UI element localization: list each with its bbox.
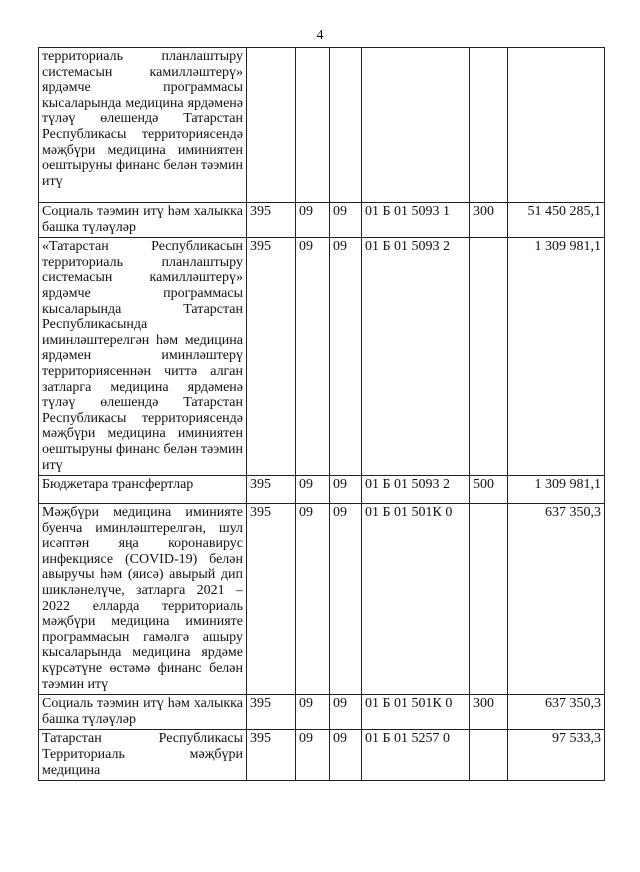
table-row: [39, 238, 605, 476]
row-expense-type-cell: [470, 238, 508, 476]
row-code-cell: 395: [247, 203, 296, 238]
row-expense-type-cell: [470, 730, 508, 781]
row-name-cell: Социаль тәэмин итү һәм халыкка башка түләүләр: [39, 695, 247, 730]
row-expense-type-cell: 300: [470, 203, 508, 238]
table-row: [39, 730, 605, 781]
row-amount-cell: 97 533,3: [508, 730, 605, 781]
table-row: [39, 203, 605, 238]
row-subsection-cell: 09: [330, 203, 362, 238]
row-target-article-cell: 01 Б 01 501К 0: [362, 504, 470, 695]
row-expense-type-cell: [470, 48, 508, 203]
table-row: [39, 504, 605, 695]
table-row: [39, 476, 605, 504]
table-row: [39, 695, 605, 730]
row-subsection-cell: 09: [330, 730, 362, 781]
row-name-cell: «Татарстан Республикасын территориаль планлаштыру системасын камилләштерү» ярдәмче программасы кысаларында Татарстан Республикасында иминләштерелгән һәм медицина ярдәмен иминләштерү территориясеннән читтә алган затларга медицина ярдәменә түләү өлешендә Татарстан Республикасы территориясендә мәҗбүри медицина иминиятен оештыруны финанс белән тәэмин итү: [39, 238, 247, 476]
row-name-cell: Социаль тәэмин итү һәм халыкка башка түләүләр: [39, 203, 247, 238]
row-name-cell: Татарстан Республикасы Территориаль мәҗбүри медицина: [39, 730, 247, 781]
row-code-cell: 395: [247, 238, 296, 476]
row-target-article-cell: 01 Б 01 5093 2: [362, 476, 470, 504]
row-target-article-cell: [362, 48, 470, 203]
page-number: 4: [316, 28, 324, 43]
row-code-cell: 395: [247, 504, 296, 695]
row-target-article-cell: 01 Б 01 5093 2: [362, 238, 470, 476]
row-expense-type-cell: [470, 504, 508, 695]
row-code-cell: 395: [247, 476, 296, 504]
row-section-cell: [296, 48, 330, 203]
row-expense-type-cell: 300: [470, 695, 508, 730]
row-subsection-cell: 09: [330, 238, 362, 476]
table-row: [39, 48, 605, 203]
row-section-cell: 09: [296, 203, 330, 238]
row-section-cell: 09: [296, 476, 330, 504]
row-code-cell: 395: [247, 695, 296, 730]
row-subsection-cell: [330, 48, 362, 203]
row-section-cell: 09: [296, 238, 330, 476]
row-amount-cell: 637 350,3: [508, 504, 605, 695]
row-amount-cell: 1 309 981,1: [508, 238, 605, 476]
row-target-article-cell: 01 Б 01 5093 1: [362, 203, 470, 238]
row-amount-cell: 1 309 981,1: [508, 476, 605, 504]
row-code-cell: [247, 48, 296, 203]
row-subsection-cell: 09: [330, 476, 362, 504]
row-amount-cell: 51 450 285,1: [508, 203, 605, 238]
row-amount-cell: 637 350,3: [508, 695, 605, 730]
row-amount-cell: [508, 48, 605, 203]
budget-table: [38, 47, 605, 781]
row-subsection-cell: 09: [330, 695, 362, 730]
row-code-cell: 395: [247, 730, 296, 781]
row-name-cell: Мәҗбүри медицина иминияте буенча иминләштерелгән, шул исәптән яңа коронавирус инфекциясе (COVID-19) белән авыручы һәм (яисә) авырый дип шикләнелүче, затларга 2021 – 2022 елларда территориаль мәҗбүри медицина иминияте программасын гамәлгә ашыру кысаларында медицина ярдәме күрсәтүне өстәмә финанс белән тәэмин итү: [39, 504, 247, 695]
row-expense-type-cell: 500: [470, 476, 508, 504]
row-section-cell: 09: [296, 695, 330, 730]
row-target-article-cell: 01 Б 01 5257 0: [362, 730, 470, 781]
row-name-cell: территориаль планлаштыру системасын камилләштерү» ярдәмче программасы кысаларында медицина ярдәменә түләү өлешендә Татарстан Республикасы территориясендә мәҗбүри медицина иминиятен оештыруны финанс белән тәэмин итү: [39, 48, 247, 203]
row-section-cell: 09: [296, 504, 330, 695]
row-name-cell: Бюджетара трансфертлар: [39, 476, 247, 504]
row-target-article-cell: 01 Б 01 501К 0: [362, 695, 470, 730]
row-section-cell: 09: [296, 730, 330, 781]
row-subsection-cell: 09: [330, 504, 362, 695]
